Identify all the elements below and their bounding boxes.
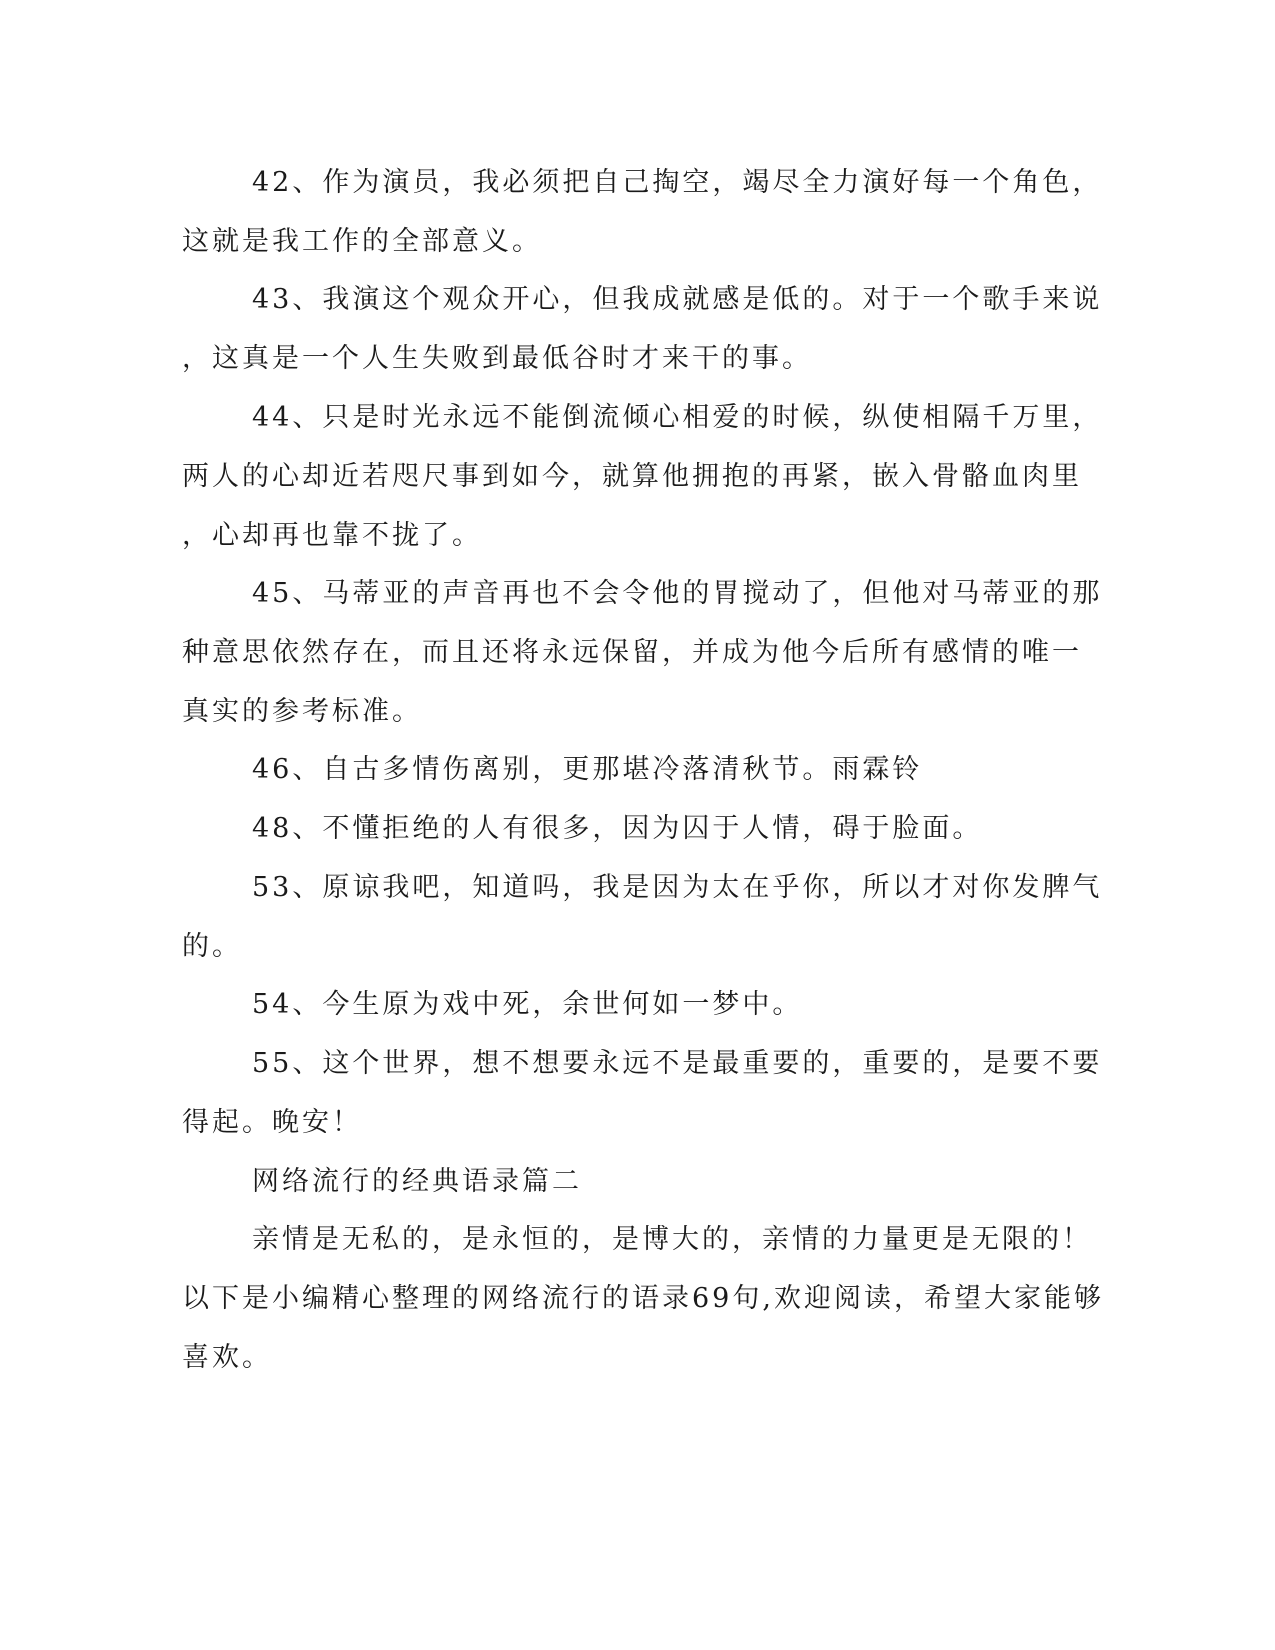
text-line: 以下是小编精心整理的网络流行的语录69句,欢迎阅读，希望大家能够	[182, 1283, 1104, 1314]
text-line: 45、马蒂亚的声音再也不会令他的胃搅动了，但他对马蒂亚的那	[252, 578, 1103, 609]
text-line: 53、原谅我吧，知道吗，我是因为太在乎你，所以才对你发脾气	[252, 872, 1103, 903]
text-line: 54、今生原为戏中死，余世何如一梦中。	[252, 989, 803, 1020]
text-line: 种意思依然存在，而且还将永远保留，并成为他今后所有感情的唯一	[182, 637, 1082, 668]
text-line: 的。	[182, 931, 242, 962]
text-line: 43、我演这个观众开心，但我成就感是低的。对于一个歌手来说	[252, 284, 1103, 315]
text-line: 55、这个世界，想不想要永远不是最重要的，重要的，是要不要	[252, 1048, 1103, 1079]
text-line: 真实的参考标准。	[182, 696, 422, 727]
text-line: 得起。晚安！	[182, 1107, 362, 1138]
text-line: 亲情是无私的，是永恒的，是博大的，亲情的力量更是无限的！	[252, 1224, 1092, 1255]
text-line: 48、不懂拒绝的人有很多，因为囚于人情，碍于脸面。	[252, 813, 983, 844]
text-line: ，心却再也靠不拢了。	[182, 520, 482, 551]
text-line: ，这真是一个人生失败到最低谷时才来干的事。	[182, 343, 812, 374]
text-line: 42、作为演员，我必须把自己掏空，竭尽全力演好每一个角色，	[252, 167, 1103, 198]
text-line: 44、只是时光永远不能倒流倾心相爱的时候，纵使相隔千万里，	[252, 402, 1103, 433]
text-line: 两人的心却近若咫尺事到如今，就算他拥抱的再紧，嵌入骨骼血肉里	[182, 461, 1082, 492]
text-line: 这就是我工作的全部意义。	[182, 226, 542, 257]
text-line: 46、自古多情伤离别，更那堪冷落清秋节。雨霖铃	[252, 754, 923, 785]
section-heading: 网络流行的经典语录篇二	[252, 1166, 582, 1197]
text-line: 喜欢。	[182, 1342, 272, 1373]
